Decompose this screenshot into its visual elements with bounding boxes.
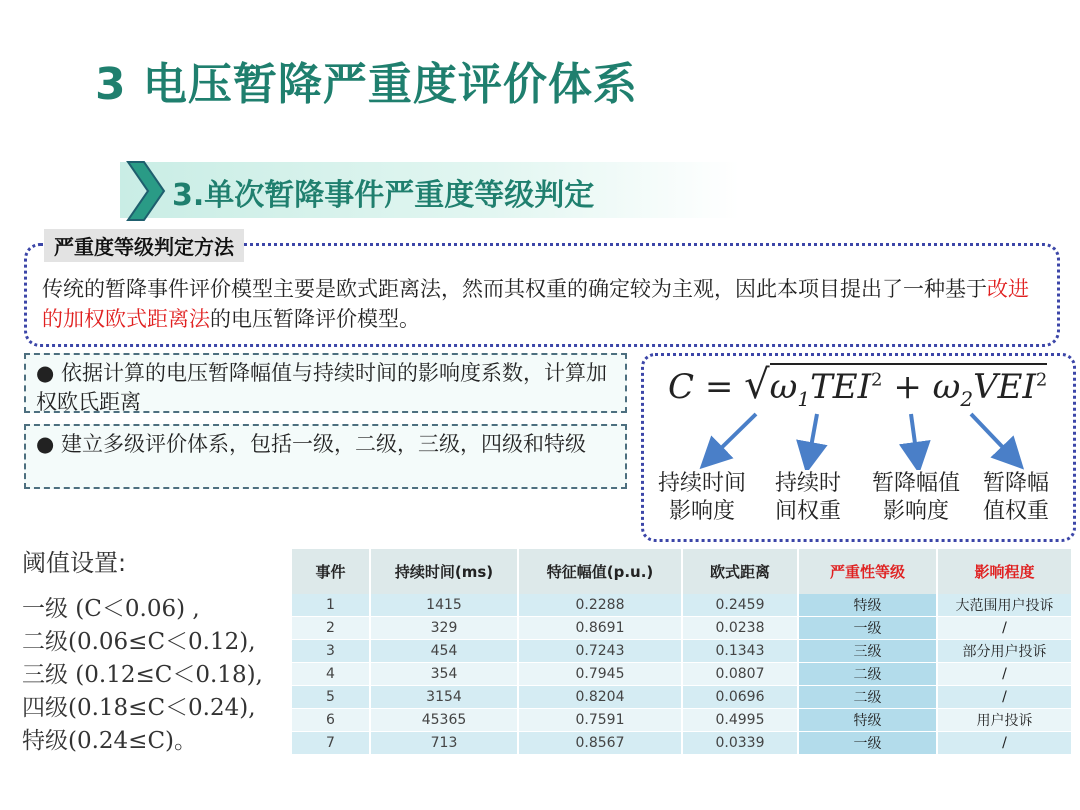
column-header: 持续时间(ms) (370, 549, 518, 594)
table-cell: 0.0807 (682, 663, 798, 686)
table-cell: 7 (292, 732, 370, 755)
formula-sub1: 1 (797, 386, 811, 411)
table-cell: 1415 (370, 594, 518, 617)
table-cell: 大范围用户投诉 (937, 594, 1072, 617)
table-row (292, 686, 1072, 709)
threshold-item: 一级 (C＜0.06) , (22, 596, 200, 622)
table-row (292, 732, 1072, 755)
formula-sub2: 2 (960, 386, 974, 411)
threshold-item: 三级 (0.12≤C＜0.18), (22, 662, 263, 688)
arrow-icon (711, 414, 756, 458)
method-text-highlight: 改进的加权欧式距离法 (42, 277, 1029, 331)
formula-pow1: 2 (871, 369, 883, 391)
bullet-item-1: ● 依据计算的电压暂降幅值与持续时间的影响度系数，计算加权欧氏距离 (24, 353, 627, 413)
table-cell: 0.4995 (682, 709, 798, 732)
threshold-title: 阈值设置: (22, 549, 127, 577)
table-cell: 0.7945 (518, 663, 682, 686)
column-header: 影响程度 (937, 549, 1072, 594)
table-cell: 2 (292, 617, 370, 640)
table-cell: 用户投诉 (937, 709, 1072, 732)
column-header: 事件 (292, 549, 370, 594)
chevron-right-icon (124, 160, 166, 222)
table-cell: 二级 (798, 663, 937, 686)
table-cell: 特级 (798, 709, 937, 732)
table-cell: 特级 (798, 594, 937, 617)
method-text-part2: 的电压暂降评价模型。 (210, 307, 420, 331)
label-tei-weight: 持续时 间权重 (774, 471, 841, 524)
sqrt-icon: √ (744, 362, 770, 408)
table-cell: / (937, 686, 1072, 709)
table-row (292, 663, 1072, 686)
formula-tei: TEI (810, 367, 872, 407)
arrow-icon (911, 414, 917, 458)
column-header: 欧式距离 (682, 549, 798, 594)
table-cell: / (937, 732, 1072, 755)
table-cell: 0.1343 (682, 640, 798, 663)
table-cell: 1 (292, 594, 370, 617)
formula-plus: + (893, 367, 922, 407)
table-cell: 4 (292, 663, 370, 686)
formula-w2: ω (932, 367, 961, 407)
label-vei-weight: 暂降幅 值权重 (982, 471, 1049, 524)
table-cell: 0.2459 (682, 594, 798, 617)
table-row (292, 640, 1072, 663)
method-text (42, 274, 1042, 334)
method-label: 严重度等级判定方法 (44, 229, 244, 262)
table-row (292, 617, 1072, 640)
table-cell: 一级 (798, 732, 937, 755)
formula-arrows (641, 400, 1070, 470)
page-title: 3 电压暂降严重度评价体系 (95, 59, 638, 110)
table-cell: 一级 (798, 617, 937, 640)
table-cell: 713 (370, 732, 518, 755)
table-cell: 5 (292, 686, 370, 709)
table-cell: / (937, 617, 1072, 640)
table-cell: 0.0696 (682, 686, 798, 709)
threshold-item: 特级(0.24≤C)。 (22, 728, 198, 754)
table-cell: 454 (370, 640, 518, 663)
table-cell: 0.0339 (682, 732, 798, 755)
bullet-item-2: ● 建立多级评价体系，包括一级，二级，三级，四级和特级 (24, 424, 627, 489)
table-cell: 二级 (798, 686, 937, 709)
formula-equals: = (704, 367, 734, 407)
table-cell: 0.8204 (518, 686, 682, 709)
table-cell: 0.8567 (518, 732, 682, 755)
table-cell: 部分用户投诉 (937, 640, 1072, 663)
label-tei-impact: 持续时间 影响度 (657, 471, 746, 524)
formula-vei: VEI (973, 367, 1036, 407)
table-row (292, 709, 1072, 732)
table-cell: 0.2288 (518, 594, 682, 617)
column-header: 特征幅值(p.u.) (518, 549, 682, 594)
table-cell: 3 (292, 640, 370, 663)
table-cell: 6 (292, 709, 370, 732)
table-cell: 三级 (798, 640, 937, 663)
table-cell: 0.7243 (518, 640, 682, 663)
event-table (292, 549, 1073, 755)
table-cell: 0.7591 (518, 709, 682, 732)
table-header-row (292, 549, 1072, 594)
formula-w1: ω (769, 367, 798, 407)
threshold-item: 四级(0.18≤C＜0.24), (22, 695, 256, 721)
arrow-icon (971, 414, 1013, 458)
formula-pow2: 2 (1035, 369, 1048, 391)
method-text-part1: 传统的暂降事件评价模型主要是欧式距离法，然而其权重的确定较为主观，因此本项目提出了一种基于 (42, 277, 987, 301)
label-vei-impact: 暂降幅值 影响度 (871, 471, 960, 524)
formula-lhs: C (668, 367, 695, 407)
table-cell: 354 (370, 663, 518, 686)
table-cell: 329 (370, 617, 518, 640)
table-row (292, 594, 1072, 617)
table-cell: 0.0238 (682, 617, 798, 640)
table-cell: 0.8691 (518, 617, 682, 640)
threshold-item: 二级(0.06≤C＜0.12), (22, 629, 256, 655)
arrow-icon (809, 414, 817, 458)
column-header: 严重性等级 (798, 549, 937, 594)
table-cell: 3154 (370, 686, 518, 709)
section-subtitle: 3.单次暂降事件严重度等级判定 (172, 178, 595, 213)
table-cell: 45365 (370, 709, 518, 732)
table-cell: / (937, 663, 1072, 686)
